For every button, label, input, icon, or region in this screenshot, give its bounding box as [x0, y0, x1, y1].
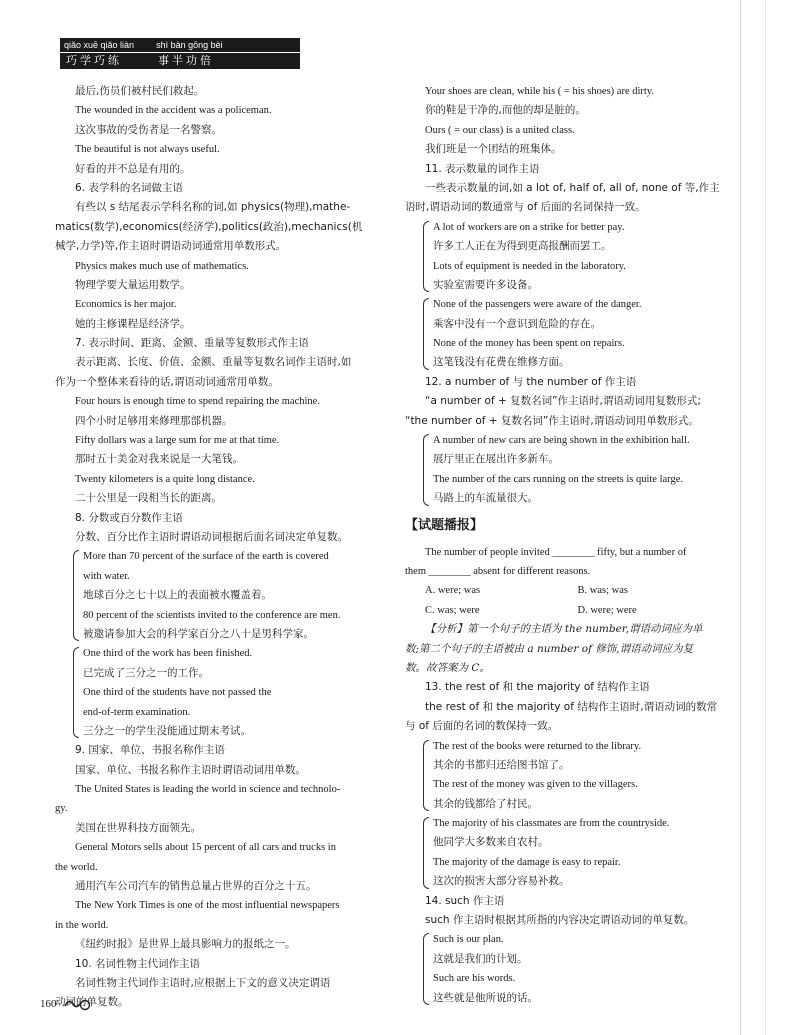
answer-options-row [405, 601, 730, 620]
text-line: 她的主修课程是经济学。 [75, 317, 191, 330]
header-pinyin-left: qiǎo xuē qiǎo liàn [64, 40, 135, 50]
text-line: 通用汽车公司汽车的销售总量占世界的百分之十五。 [75, 880, 317, 893]
text-line: The New York Times is one of the most influential newspapers [75, 900, 340, 912]
text-line: The majority of the damage is easy to repair. [433, 856, 621, 868]
text-line: 你的鞋是干净的,而他的却是脏的。 [425, 104, 586, 117]
text-line: 动词的单复数。 [55, 996, 129, 1009]
analysis-line: 数;第二个句子的主语被由 a number of 修饰,谓语动词应为复 [405, 642, 694, 655]
bracket-group [71, 547, 380, 644]
text-line: 11. 表示数量的词作主语 [425, 162, 540, 175]
text-line: 地球百分之七十以上的表面被水覆盖着。 [83, 589, 272, 602]
text-line: 14. such 作主语 [425, 894, 505, 907]
text-line: 其余的书都归还给图书馆了。 [433, 758, 570, 771]
text-line: A number of new cars are being shown in the exhibition hall. [433, 435, 690, 447]
text-line: end-of-term examination. [83, 706, 191, 718]
text-line: 物理学要大量运用数学。 [75, 278, 191, 291]
text-line: 乘客中没有一个意识到危险的存在。 [433, 317, 601, 330]
text-line: 9. 国家、单位、书报名称作主语 [75, 744, 225, 757]
text-line: One third of the students have not passed the [83, 687, 272, 699]
text-line: 这次事故的受伤者是一名警察。 [75, 123, 222, 136]
text-line: One third of the work has been finished. [83, 648, 253, 660]
page-footer [40, 996, 91, 1012]
option-d: D. were; were [577, 604, 637, 616]
left-text-block [55, 82, 380, 547]
text-line: 《纽约时报》是世界上最具影响力的报纸之一。 [75, 938, 296, 951]
right-text-block [405, 678, 730, 736]
page-number: 160 [40, 998, 57, 1010]
text-line: The wounded in the accident was a policeman. [75, 105, 272, 117]
text-line: with water. [83, 570, 130, 582]
right-text-block [405, 892, 730, 931]
text-line: Fifty dollars was a large sum for me at that time. [75, 435, 280, 447]
text-line: Twenty kilometers is a quite long distance. [75, 473, 255, 485]
text-line: 这些就是他所说的话。 [433, 991, 538, 1004]
text-line: 三分之一的学生没能通过期末考试。 [83, 724, 251, 737]
text-line: 展厅里正在展出许多新车。 [433, 453, 559, 466]
left-text-block [55, 741, 380, 1012]
header-title [60, 53, 300, 69]
text-line: 语时,谓语动词的数通常与 of 后面的名词保持一致。 [405, 201, 646, 214]
bracket-group [421, 295, 730, 373]
scan-edge-line [740, 0, 741, 1035]
text-line: 我们班是一个团结的班集体。 [425, 143, 562, 156]
text-line: 分数、百分比作主语时谓语动词根据后面名词决定单复数。 [75, 530, 348, 543]
text-line: 名词性物主代词作主语时,应根据上下文的意义决定谓语 [75, 976, 331, 989]
section-title: 【试题播报】 [405, 517, 484, 533]
text-line: 美国在世界科技方面领先。 [75, 821, 201, 834]
text-line: gy. [55, 803, 68, 815]
text-line: 马路上的车流量很大。 [433, 492, 538, 505]
text-line: The rest of the money was given to the villagers. [433, 779, 638, 791]
analysis-line: 数。故答案为 C。 [405, 661, 490, 674]
publisher-logo-icon [63, 996, 91, 1012]
text-line: Such is our plan. [433, 934, 504, 946]
text-line: The beautiful is not always useful. [75, 144, 220, 156]
option-a: A. were; was [425, 585, 481, 597]
text-line: the world. [55, 861, 98, 873]
right-text-block [405, 373, 730, 431]
text-line: More than 70 percent of the surface of the earth is covered [83, 551, 329, 563]
right-text-block [405, 82, 730, 218]
left-column [55, 82, 380, 1013]
text-line: 械学,力学)等,作主语时谓语动词通常用单数形式。 [55, 240, 287, 253]
text-line: The majority of his classmates are from the countryside. [433, 818, 670, 830]
text-line: 一些表示数量的词,如 a lot of, half of, all of, none of 等,作主 [425, 181, 720, 194]
text-line: 许多工人正在为得到更高报酬而罢工。 [433, 240, 612, 253]
text-line: 12. a number of 与 the number of 作主语 [425, 375, 637, 388]
question-line: The number of people invited ________ fifty, but a number of [425, 546, 687, 558]
option-c: C. was; were [425, 604, 480, 616]
text-line: Your shoes are clean, while his ( = his shoes) are dirty. [425, 86, 655, 97]
text-line: Ours ( = our class) is a united class. [425, 124, 575, 136]
text-line: 他同学大多数来自农村。 [433, 836, 549, 849]
text-line: 好看的并不总是有用的。 [75, 162, 191, 175]
text-line: matics(数学),economics(经济学),politics(政治),mechanics(机 [55, 220, 363, 233]
bracket-group [421, 814, 730, 892]
text-line: the rest of 和 the majority of 结构作主语时,谓语动词的数常 [425, 700, 718, 713]
analysis-line: 【分析】第一个句子的主语为 the number,谓语动词应为单 [425, 623, 703, 636]
answer-options-row [405, 581, 730, 600]
text-line: 国家、单位、书报名称作主语时谓语动词用单数。 [75, 763, 306, 776]
text-line: A lot of workers are on a strike for better pay. [433, 221, 625, 233]
text-line: Four hours is enough time to spend repairing the machine. [75, 396, 320, 408]
text-line: 其余的钱都给了村民。 [433, 797, 538, 810]
text-line: Economics is her major. [75, 299, 177, 311]
bracket-group [421, 431, 730, 509]
text-line: None of the passengers were aware of the danger. [433, 299, 642, 311]
text-line: 这次的损害大部分容易补救。 [433, 875, 570, 888]
text-line: 二十公里是一段相当长的距离。 [75, 492, 222, 505]
bracket-group [421, 930, 730, 1008]
page-header [60, 38, 300, 70]
text-line: 8. 分数或百分数作主语 [75, 511, 183, 524]
header-pinyin-right: shì bàn gōng bèi [156, 40, 223, 50]
bracket-group [71, 644, 380, 741]
text-line: 这笔钱没有花费在维修方面。 [433, 356, 570, 369]
text-line: Such are his words. [433, 973, 516, 985]
text-line: 6. 表学科的名词做主语 [75, 181, 183, 194]
text-line: 被邀请参加大会的科学家百分之八十是男科学家。 [83, 627, 314, 640]
option-b: B. was; was [577, 585, 628, 597]
text-line: such 作主语时根据其所指的内容决定谓语动词的单复数。 [425, 914, 695, 927]
text-line: None of the money has been spent on repairs. [433, 338, 625, 350]
text-line: “a number of + 复数名词”作主语时,谓语动词用复数形式; [425, 395, 701, 408]
text-line: Physics makes much use of mathematics. [75, 260, 249, 272]
text-line: 已完成了三分之一的工作。 [83, 666, 209, 679]
text-line: 80 percent of the scientists invited to the conference are men. [83, 609, 341, 621]
text-line: 与 of 后面的名词的数保持一致。 [405, 720, 559, 733]
text-line: 这就是我们的计划。 [433, 952, 528, 965]
text-line: 10. 名词性物主代词作主语 [75, 957, 201, 970]
text-line: Lots of equipment is needed in the laboratory. [433, 260, 626, 272]
bracket-group [421, 218, 730, 296]
text-line: 7. 表示时间、距离、金额、重量等复数形式作主语 [75, 337, 309, 350]
text-line: 作为一个整体来看待的话,谓语动词通常用单数。 [55, 375, 279, 388]
question-line: them ________ absent for different reasons. [405, 565, 591, 577]
text-line: 13. the rest of 和 the majority of 结构作主语 [425, 681, 650, 694]
header-title-left: 巧学巧练 [66, 54, 122, 67]
bracket-group [421, 737, 730, 815]
scan-edge-line [765, 0, 766, 1035]
text-line: 实验室需要许多设备。 [433, 278, 538, 291]
header-pinyin [60, 38, 300, 52]
right-column [405, 82, 730, 1008]
text-line: The number of the cars running on the streets is quite large. [433, 473, 683, 485]
text-line: The rest of the books were returned to the library. [433, 740, 642, 752]
text-line: The United States is leading the world in science and technolo- [75, 784, 341, 796]
text-line: General Motors sells about 15 percent of all cars and trucks in [75, 842, 336, 854]
text-line: 表示距离、长度、价值、金额、重量等复数名词作主语时,如 [75, 356, 352, 369]
text-line: in the world. [55, 919, 109, 931]
text-line: “the number of + 复数名词”作主语时,谓语动词用单数形式。 [405, 414, 699, 427]
text-line: 那时五十美金对我来说是一大笔钱。 [75, 453, 243, 466]
text-line: 四个小时足够用来修理那部机器。 [75, 414, 233, 427]
text-line: 有些以 s 结尾表示学科名称的词,如 physics(物理),mathe- [75, 201, 351, 214]
text-line: 最后,伤员们被村民们救起。 [75, 85, 205, 97]
header-title-right: 事半功倍 [158, 54, 214, 67]
